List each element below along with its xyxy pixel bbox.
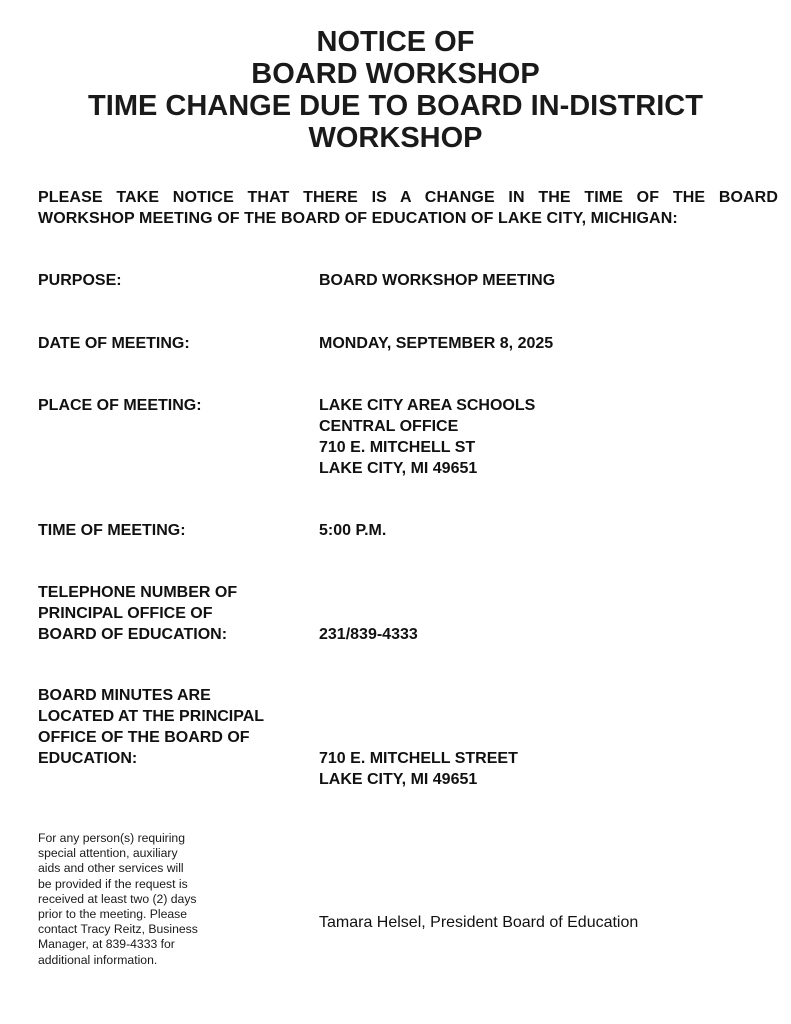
title-line: TIME CHANGE DUE TO BOARD IN-DISTRICT bbox=[88, 90, 703, 122]
note-line: prior to the meeting. Please bbox=[38, 907, 188, 922]
value-line: CENTRAL OFFICE bbox=[319, 418, 459, 435]
notice-line: PLEASE TAKE NOTICE THAT THERE IS A CHANGE IN THE TIME OF THE BOARD bbox=[38, 189, 778, 206]
label-line: PURPOSE: bbox=[38, 272, 122, 289]
telephone-label bbox=[38, 582, 237, 645]
telephone-value bbox=[319, 624, 418, 645]
label-line: TIME OF MEETING: bbox=[38, 522, 186, 539]
accessibility-note bbox=[38, 831, 238, 968]
date-value bbox=[319, 333, 553, 354]
note-line: contact Tracy Reitz, Business bbox=[38, 922, 198, 937]
value-line: LAKE CITY, MI 49651 bbox=[319, 460, 478, 477]
label-line: LOCATED AT THE PRINCIPAL bbox=[38, 708, 265, 725]
label-line: BOARD MINUTES ARE bbox=[38, 687, 211, 704]
label-line: PRINCIPAL OFFICE OF bbox=[38, 605, 213, 622]
label-line: BOARD OF EDUCATION: bbox=[38, 626, 228, 643]
value-line: 710 E. MITCHELL ST bbox=[319, 439, 476, 456]
note-line: aids and other services will bbox=[38, 861, 184, 876]
note-line: For any person(s) requiring bbox=[38, 831, 185, 845]
value-line: 231/839-4333 bbox=[319, 626, 418, 643]
label-line: PLACE OF MEETING: bbox=[38, 397, 202, 414]
value-line: LAKE CITY AREA SCHOOLS bbox=[319, 397, 536, 414]
notice-statement bbox=[38, 187, 778, 229]
label-line: TELEPHONE NUMBER OF bbox=[38, 584, 238, 601]
note-line: be provided if the request is bbox=[38, 876, 188, 891]
place-value bbox=[319, 395, 535, 479]
time-value bbox=[319, 520, 386, 541]
signature-line: Tamara Helsel, President Board of Education bbox=[319, 914, 639, 931]
value-line: LAKE CITY, MI 49651 bbox=[319, 771, 478, 788]
purpose-value bbox=[319, 270, 555, 291]
notice-line: WORKSHOP MEETING OF THE BOARD OF EDUCATION OF LAKE CITY, MICHIGAN: bbox=[38, 210, 678, 227]
label-line: DATE OF MEETING: bbox=[38, 335, 190, 352]
time-label bbox=[38, 520, 186, 541]
place-label bbox=[38, 395, 202, 416]
note-line: received at least two (2) days bbox=[38, 891, 197, 906]
note-line: Manager, at 839-4333 for bbox=[38, 937, 175, 952]
value-line: 5:00 P.M. bbox=[319, 522, 387, 539]
title-line: WORKSHOP bbox=[308, 122, 483, 154]
value-line: MONDAY, SEPTEMBER 8, 2025 bbox=[319, 335, 554, 352]
note-line: additional information. bbox=[38, 952, 158, 967]
label-line: OFFICE OF THE BOARD OF bbox=[38, 729, 250, 746]
date-label bbox=[38, 333, 190, 354]
notice-title bbox=[0, 26, 791, 154]
minutes-value bbox=[319, 748, 518, 790]
value-line: 710 E. MITCHELL STREET bbox=[319, 750, 518, 767]
note-line: special attention, auxiliary bbox=[38, 846, 178, 861]
title-line: BOARD WORKSHOP bbox=[251, 58, 540, 90]
value-line: BOARD WORKSHOP MEETING bbox=[319, 272, 556, 289]
label-line: EDUCATION: bbox=[38, 750, 138, 767]
purpose-label bbox=[38, 270, 122, 291]
title-line: NOTICE OF bbox=[316, 26, 475, 58]
minutes-label bbox=[38, 685, 264, 769]
